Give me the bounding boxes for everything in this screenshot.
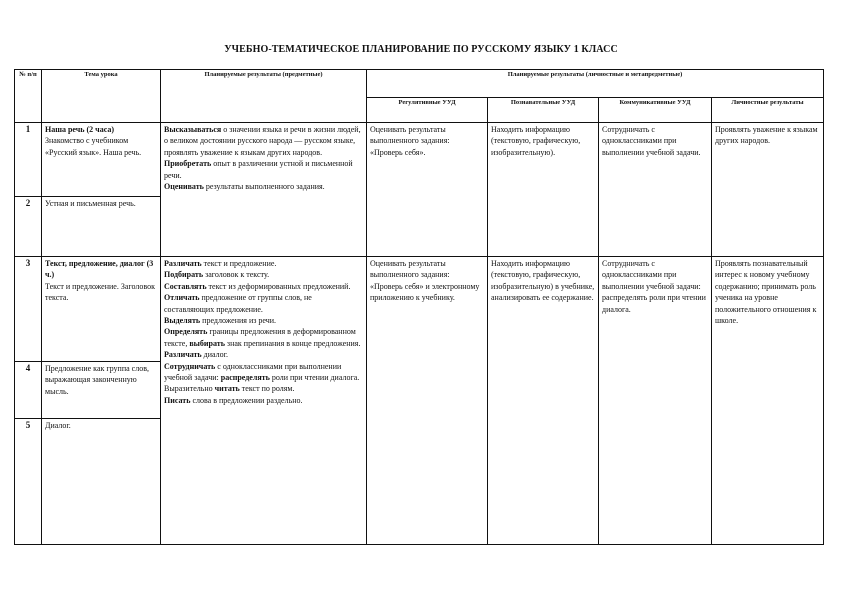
- verb: Высказываться: [164, 125, 222, 134]
- topic-cell: Предложение как группа слов, выражающая законченную мысль.: [42, 362, 161, 419]
- text: знак препинания в конце предложения.: [224, 338, 361, 348]
- text: текст и предложение.: [201, 259, 277, 268]
- topic-cell: [42, 123, 161, 197]
- text: предложение от группы слов, не составляющих предложение.: [164, 293, 312, 314]
- row-num: 3: [15, 257, 42, 362]
- text: роли при чтении диалога. Выразительно: [164, 373, 360, 394]
- verb: Определять: [164, 327, 208, 337]
- verb: Выделять: [164, 316, 201, 326]
- verb: Составлять: [164, 281, 207, 291]
- topic-section-title: Текст, предложение, диалог (3 ч.): [45, 259, 154, 280]
- topic-cell: Диалог.: [42, 419, 161, 545]
- verb: распределять: [220, 373, 270, 383]
- verb: Различать: [164, 350, 202, 360]
- pers-cell: Проявлять познавательный интерес к новому учебному содержанию; принимать роль ученика на уровне положительного отношения к школе.: [712, 257, 824, 545]
- text: о значении языка и речи в жизни людей, о великом достоянии русского народа — русском языке, проявлять уважение к языкам других народов.: [164, 125, 361, 157]
- row-num: 4: [15, 362, 42, 419]
- header-planned-meta: Планируемые результаты (личностные и метапредметные): [367, 70, 824, 98]
- text: диалог.: [201, 350, 229, 360]
- verb: Подбирать: [164, 270, 204, 280]
- text: опыт в различении устной и письменной речи.: [164, 159, 353, 180]
- text: слова в предложении раздельно.: [190, 395, 303, 405]
- pers-cell: Проявлять уважение к языкам других народов.: [712, 123, 824, 257]
- header-reg: Регулятивные УУД: [367, 98, 488, 123]
- row-num: 2: [15, 197, 42, 257]
- text: границы предложения в деформированном тексте,: [164, 327, 356, 348]
- header-topic: Тема урока: [42, 70, 161, 123]
- com-cell: Сотрудничать с одноклассниками при выполнении учебной задачи: распределять роли при чтении диалога.: [599, 257, 712, 545]
- row-num: 5: [15, 419, 42, 545]
- topic-cell: Устная и письменная речь.: [42, 197, 161, 257]
- row-num: 1: [15, 123, 42, 197]
- topic-text: Текст и предложение. Заголовок текста.: [45, 281, 155, 303]
- text: заголовок к тексту.: [203, 270, 270, 280]
- verb: выбирать: [189, 338, 225, 348]
- topic-section-title: Наша речь (2 часа): [45, 125, 115, 134]
- reg-cell: Оценивать результаты выполненного задания: «Проверь себя» и электронному приложению к учебнику.: [367, 257, 488, 545]
- header-num: № п/п: [15, 70, 42, 123]
- verb: читать: [214, 384, 240, 394]
- reg-cell: Оценивать результаты выполненного задания: «Проверь себя».: [367, 123, 488, 257]
- planning-table: [14, 69, 824, 545]
- com-cell: Сотрудничать с одноклассниками при выполнении учебной задачи.: [599, 123, 712, 257]
- topic-cell: [42, 257, 161, 362]
- header-cog: Познавательные УУД: [488, 98, 599, 123]
- verb: Различать: [164, 259, 202, 268]
- topic-text: Знакомство с учебником «Русский язык». Наша речь.: [45, 136, 142, 157]
- header-planned-subject: Планируемые результаты (предметные): [161, 70, 367, 123]
- subject-results-cell: [161, 123, 367, 257]
- text: результаты выполненного задания.: [203, 182, 325, 192]
- verb: Сотрудничать: [164, 361, 216, 371]
- text: с одноклассниками при выполнении учебной задачи:: [164, 361, 342, 383]
- subject-results-cell: [161, 257, 367, 545]
- verb: Оценивать: [164, 182, 204, 192]
- cog-cell: Находить информацию (текстовую, графическую, изобразительную).: [488, 123, 599, 257]
- text: текст из деформированных предложений.: [206, 281, 351, 291]
- page-title: УЧЕБНО-ТЕМАТИЧЕСКОЕ ПЛАНИРОВАНИЕ ПО РУССКОМУ ЯЗЫКУ 1 КЛАСС: [224, 44, 618, 55]
- text: текст по ролям.: [239, 384, 295, 394]
- verb: Писать: [164, 395, 191, 405]
- cog-cell: Находить информацию (текстовую, графическую, изобразительную) в учебнике, анализировать ее содержание.: [488, 257, 599, 545]
- verb: Отличать: [164, 293, 200, 303]
- verb: Приобретать: [164, 159, 212, 169]
- header-pers: Личностные результаты: [712, 98, 824, 123]
- header-com: Коммуникативные УУД: [599, 98, 712, 123]
- text: предложения из речи.: [200, 316, 277, 326]
